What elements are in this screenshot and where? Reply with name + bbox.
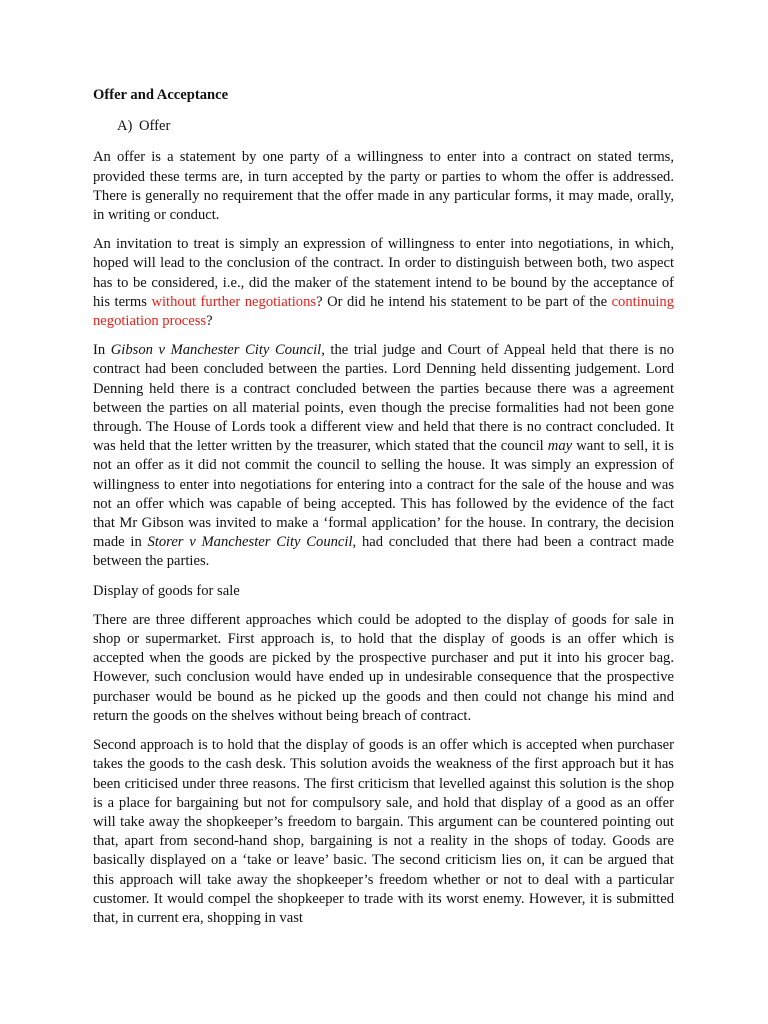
document-page [93, 86, 674, 938]
highlight-text: continuing negotiation process [93, 293, 675, 330]
case-name: Gibson v Manchester City Council [110, 342, 322, 359]
text-run: In [93, 342, 111, 359]
paragraph-gibson-case [93, 341, 674, 571]
highlight-text: without further negotiations [151, 293, 317, 310]
text-run: want to sell, it is not an offer as it did not commit the council to selling the house. It was simply an expression of willingness to enter into negotiations for entering into a contract for the sale of the house and was not an offer which was capable of being accepted. This has followed by the evidence of the fact that Mr Gibson was invited to make a ‘formal application’ for the house. In contrary, the decision made in [93, 438, 674, 551]
text-run: ? Or did he intend his statement to be part of the [316, 293, 612, 310]
paragraph-offer-definition: An offer is a statement by one party of a willingness to enter into a contract on stated terms, provided these terms are, in turn accepted by the party or parties to whom the offer is addressed. There is generally no requirement that the offer made in any particular forms, it may made, orally, in writing or conduct. [93, 149, 674, 224]
text-run: , had concluded that there had been a contract made between the parties. [93, 534, 674, 570]
case-name: Storer v Manchester City Council [147, 534, 353, 551]
section-heading-display-of-goods: Display of goods for sale [93, 582, 240, 599]
section-label: A) [117, 118, 133, 135]
paragraph-invitation-to-treat [93, 235, 674, 331]
text-run: ? [206, 313, 213, 330]
text-run: , the trial judge and Court of Appeal held that there is no contract had been concluded between the parties. Lord Denning held dissenting judgement. Lord Denning held there is a contract concluded between the parties because there was a agreement between the parties on all material points, even though the precise formalities had not been gone through. The House of Lords took a different view and held that there is no contract concluded. It was held that the letter written by the treasurer, which stated that the council [93, 342, 674, 455]
emphasis-text: may [547, 438, 573, 455]
paragraph-second-approach: Second approach is to hold that the display of goods is an offer which is accepted when purchaser takes the goods to the cash desk. This solution avoids the weakness of the first approach but it has been criticised under three reasons. The first criticism that levelled against this solution is the shop is a place for bargaining but not for compulsory sale, and hold that display of a good as an offer will take away the shopkeeper’s freedom to bargain. This argument can be countered pointing out that, apart from second-hand shop, bargaining is not a reality in the shops of today. Goods are basically displayed on a ‘take or leave’ basic. The second criticism lies on, it can be argued that this approach will take away the shopkeeper’s freedom whether or not to deal with a particular customer. It would compel the shopkeeper to trade with its worst enemy. However, it is submitted that, in current era, shopping in vast [93, 737, 674, 926]
document-title: Offer and Acceptance [93, 87, 229, 103]
paragraph-three-approaches: There are three different approaches which could be adopted to the display of goods for sale in shop or supermarket. First approach is, to hold that the display of goods is an offer which is accepted when the goods are picked by the prospective purchaser and put it into his grocer bag. However, such conclusion would have ended up in undesirable consequence that the prospective purchaser would be bound as he picked up the goods and then could not change his mind and return the goods on the shelves without being breach of contract. [93, 611, 674, 724]
section-heading-offer [117, 117, 674, 136]
text-run: An invitation to treat is simply an expression of willingness to enter into negotiations, in which, hoped will lead to the conclusion of the contract. In order to distinguish between both, two aspect has to be considered, i.e., did the maker of the statement intend to be bound by the acceptance of his terms [93, 236, 674, 310]
section-title: Offer [139, 118, 171, 135]
